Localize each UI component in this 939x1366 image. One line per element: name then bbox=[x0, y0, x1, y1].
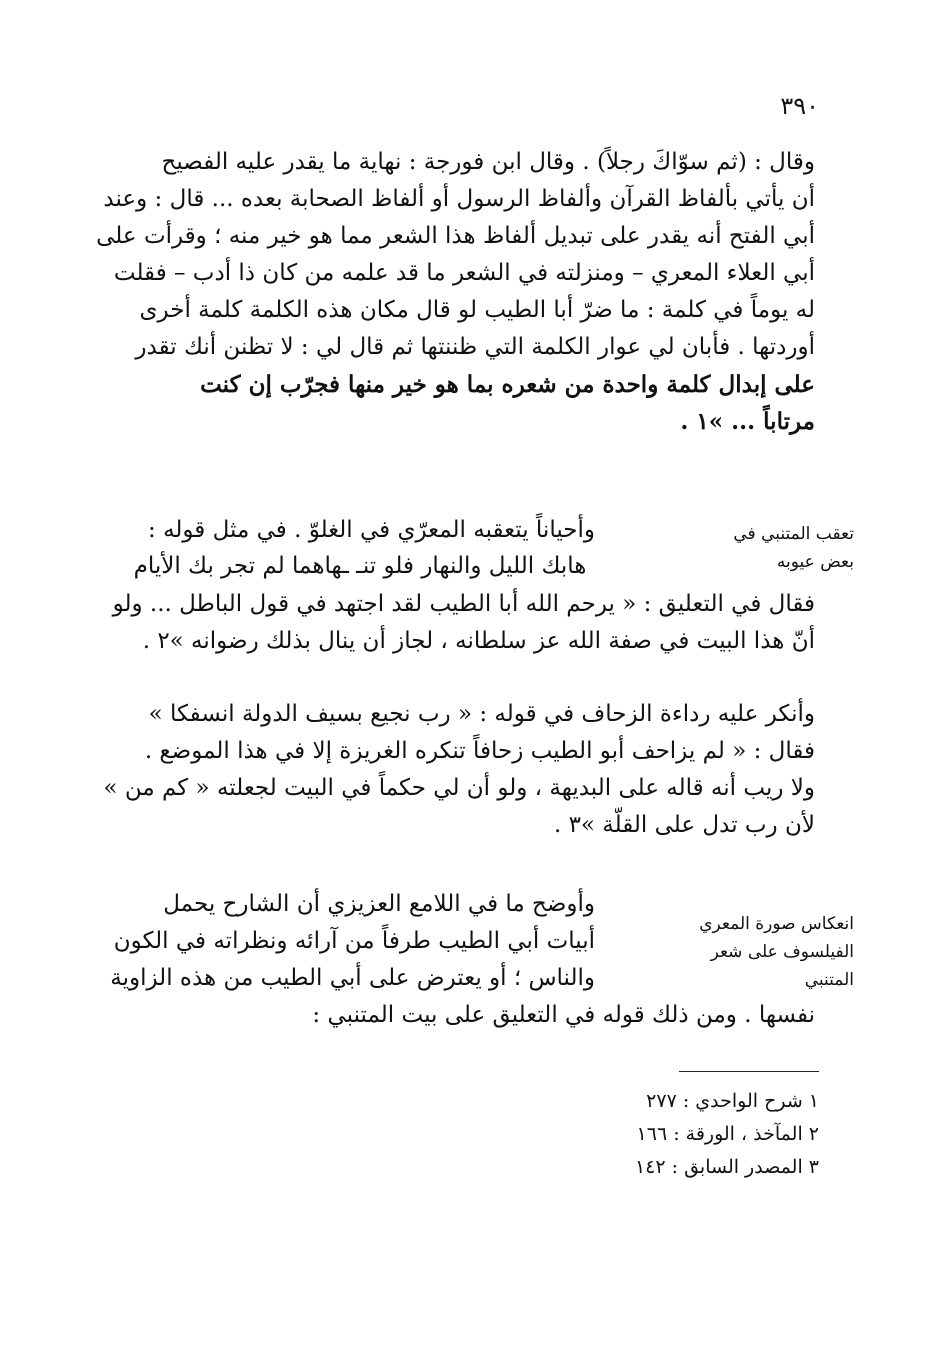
paragraph-2-line: أنّ هذا البيت في صفة الله عز سلطانه ، لجاز أن ينال بذلك رضوانه »٢ . bbox=[142, 628, 815, 654]
paragraph-3 bbox=[103, 696, 815, 844]
paragraph-1-line: أن يأتي بألفاظ القرآن وألفاظ الرسول أو ألفاظ الصحابة بعده ... قال : وعند bbox=[103, 186, 815, 212]
paragraph-4-continued bbox=[125, 997, 815, 1034]
paragraph-3-line: وأنكر عليه رداءة الزحاف في قوله : « رب نجيع بسيف الدولة انسفكا » bbox=[148, 701, 815, 727]
margin-note-1 bbox=[684, 520, 854, 576]
paragraph-2-intro-line: وأحياناً يتعقبه المعرّي في الغلوّ . في مثل قوله : bbox=[148, 517, 595, 543]
footnote: ٢ المآخذ ، الورقة : ١٦٦ bbox=[636, 1123, 819, 1145]
paragraph-3-line: لأن رب تدل على القلّة »٣ . bbox=[553, 812, 815, 838]
footnote: ١ شرح الواحدي : ٢٧٧ bbox=[646, 1090, 819, 1112]
footnote: ٣ المصدر السابق : ١٤٢ bbox=[634, 1156, 819, 1178]
paragraph-2-intro bbox=[125, 512, 595, 549]
margin-note-2 bbox=[684, 910, 854, 994]
quoted-verse: هابك الليل والنهار فلو تنـ ـهاهما لم تجر بك الأيام bbox=[133, 553, 587, 579]
margin-note-1-line: تعقب المتنبي في bbox=[733, 524, 854, 544]
footnotes bbox=[519, 1085, 819, 1184]
paragraph-4-line: نفسها . ومن ذلك قوله في التعليق على بيت المتنبي : bbox=[312, 1002, 815, 1028]
margin-note-2-line: انعكاس صورة المعري bbox=[699, 914, 854, 934]
paragraph-1-line: أبي العلاء المعري – ومنزلته في الشعر ما قد علمه من كان ذا أدب – فقلت bbox=[113, 260, 815, 286]
paragraph-2 bbox=[112, 586, 815, 660]
paragraph-3-line: فقال : « لم يزاحف أبو الطيب زحافاً تنكره الغريزة إلا في هذا الموضع . bbox=[144, 738, 815, 764]
paragraph-1-line: أبي الفتح أنه يقدر على تبديل ألفاظ هذا الشعر مما هو خير منه ؛ وقرأت على bbox=[96, 223, 815, 249]
paragraph-4-line: أبيات أبي الطيب طرفاً من آرائه ونظراته في الكون bbox=[113, 928, 595, 954]
paragraph-1-line-bold: على إبدال كلمة واحدة من شعره بما هو خير منها فجرّب إن كنت bbox=[200, 371, 815, 398]
paragraph-1-line: له يوماً في كلمة : ما ضرّ أبا الطيب لو قال مكان هذه الكلمة كلمة أخرى bbox=[139, 297, 815, 323]
margin-note-2-line: الفيلسوف على شعر المتنبي bbox=[710, 942, 854, 990]
paragraph-1 bbox=[96, 144, 815, 440]
paragraph-1-line-bold: مرتاباً ... »١ . bbox=[680, 408, 815, 435]
paragraph-3-line: ولا ريب أنه قاله على البديهة ، ولو أن لي حكماً في البيت لجعلته « كم من » bbox=[103, 775, 815, 801]
paragraph-1-line: وقال : (ثم سوّاكَ رجلاً) . وقال ابن فورجة : نهاية ما يقدر عليه الفصيح bbox=[161, 149, 815, 175]
paragraph-4 bbox=[110, 886, 595, 997]
paragraph-2-line: فقال في التعليق : « يرحم الله أبا الطيب لقد اجتهد في قول الباطل ... ولو bbox=[112, 591, 815, 617]
paragraph-1-line: أوردتها . فأبان لي عوار الكلمة التي ظننتها ثم قال لي : لا تظنن أنك تقدر bbox=[135, 334, 815, 360]
footnote-separator bbox=[679, 1071, 819, 1072]
paragraph-4-line: والناس ؛ أو يعترض على أبي الطيب من هذه الزاوية bbox=[110, 965, 595, 991]
paragraph-4-line: وأوضح ما في اللامع العزيزي أن الشارح يحمل bbox=[163, 891, 595, 917]
page-number: ٣٩٠ bbox=[780, 92, 819, 120]
margin-note-1-line: بعض عيوبه bbox=[776, 552, 854, 572]
